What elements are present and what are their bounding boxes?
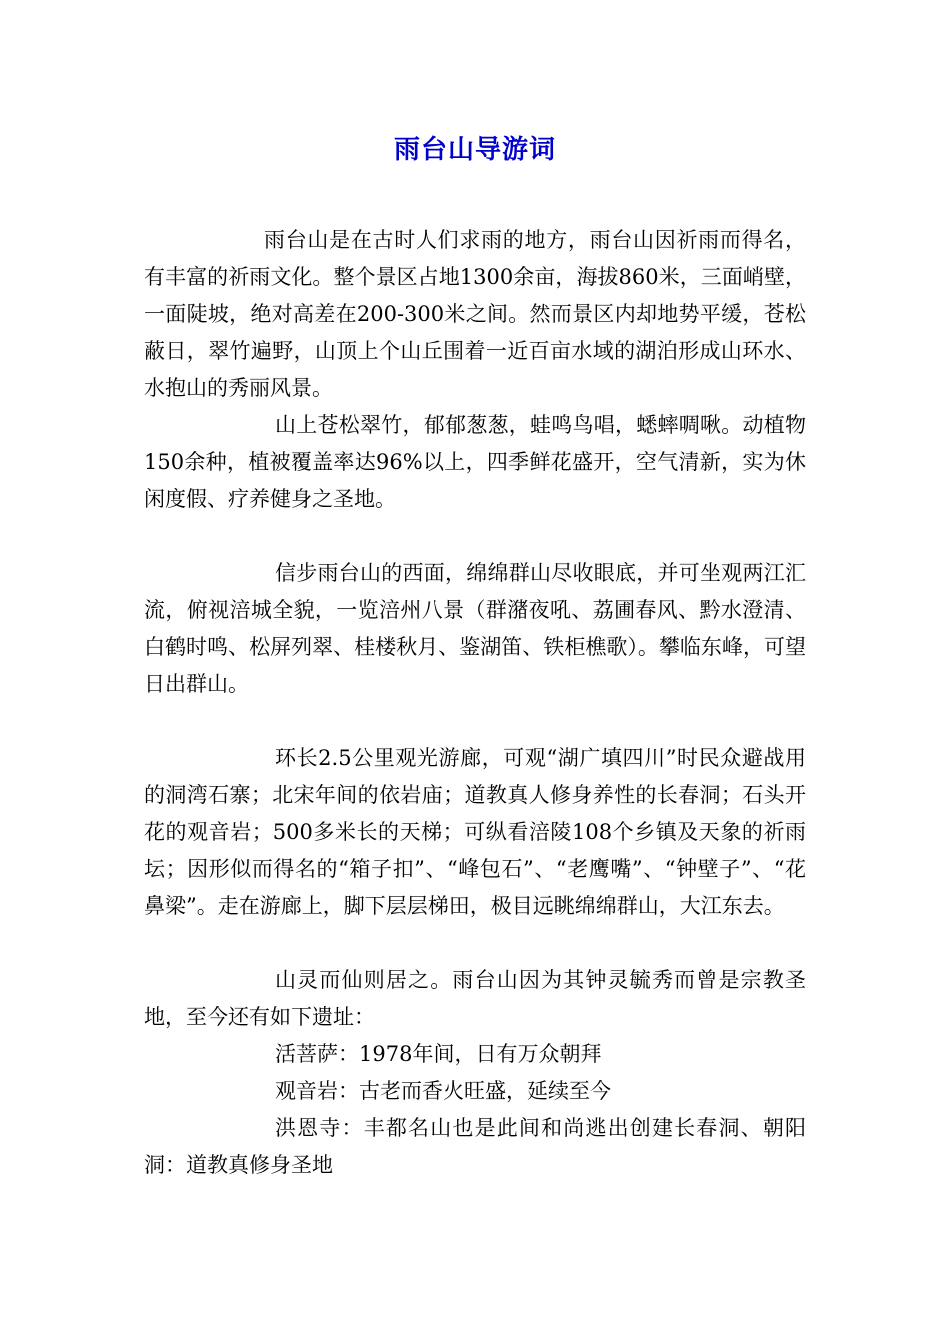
document-body [144, 222, 806, 1184]
paragraph-gap [144, 518, 806, 555]
paragraph-gap [144, 703, 806, 740]
site-item: 观音岩：古老而香火旺盛，延续至今 [275, 1079, 611, 1103]
site-item: 洪恩寺：丰都名山也是此间和尚逃出创建长春洞、朝阳洞：道教真修身圣地 [144, 1116, 806, 1177]
paragraph-religion: 山灵而仙则居之。雨台山因为其钟灵毓秀而曾是宗教圣地，至今还有如下遗址： [144, 968, 806, 1029]
document-title: 雨台山导游词 [393, 135, 556, 165]
site-item: 活菩萨：1978年间，日有万众朝拜 [275, 1042, 602, 1066]
paragraph-corridor: 环长2.5公里观光游廊，可观“湖广填四川”时民众避战用的洞湾石寨；北宋年间的依岩庙；道教真人修身养性的长春洞；石头开花的观音岩；500多米长的天梯；可纵看涪陵108个乡镇及天象的祈雨坛；因形似而得名的“箱子扣”、“峰包石”、“老鹰嘴”、“钟壁子”、“花鼻梁”。走在游廊上，脚下层层梯田，极目远眺绵绵群山，大江东去。 [144, 746, 806, 918]
paragraph-gap [144, 925, 806, 962]
paragraph-flora: 山上苍松翠竹，郁郁葱葱，蛙鸣鸟唱，蟋蟀啁啾。动植物150余种，植被覆盖率达96%以上，四季鲜花盛开，空气清新，实为休闲度假、疗养健身之圣地。 [144, 413, 806, 511]
paragraph-west-view: 信步雨台山的西面，绵绵群山尽收眼底，并可坐观两江汇流，俯视涪城全貌，一览涪州八景（群潴夜吼、荔圃春风、黔水澄清、白鹤时鸣、松屏列翠、桂楼秋月、鉴湖笛、铁柜樵歌）。攀临东峰，可望日出群山。 [144, 561, 806, 696]
paragraph-intro: 雨台山是在古时人们求雨的地方，雨台山因祈雨而得名，有丰富的祈雨文化。整个景区占地1300余亩，海拔860米，三面峭壁，一面陡坡，绝对高差在200-300米之间。然而景区内却地势平缓，苍松蔽日，翠竹遍野，山顶上个山丘围着一近百亩水域的湖泊形成山环水、水抱山的秀丽风景。 [144, 228, 806, 400]
